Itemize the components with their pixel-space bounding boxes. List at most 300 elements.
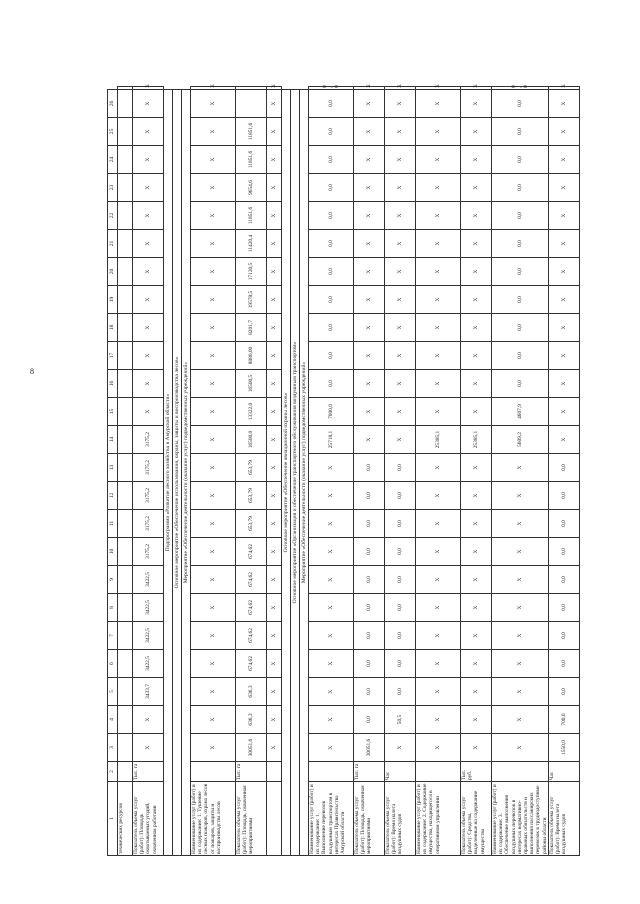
table-cell: X — [416, 398, 461, 426]
table-cell: 0,0 — [309, 370, 354, 398]
table-cell: 0,0 — [309, 146, 354, 174]
table-cell: X — [548, 314, 579, 342]
section-title: Основное мероприятие «Организация и обеспечение транспортного обслуживания воздушным транспортом» — [291, 90, 300, 856]
table-cell — [118, 538, 133, 566]
table-cell: 0,0 — [548, 650, 579, 678]
table-cell — [118, 174, 133, 202]
table-cell: X — [385, 734, 416, 762]
table-cell: X — [461, 650, 492, 678]
table-cell: X — [133, 314, 164, 342]
table-cell: 3175,2 — [133, 426, 164, 454]
column-number: 18 — [108, 314, 118, 342]
table-cell: 0,0 — [354, 594, 385, 622]
table-cell: X — [461, 566, 492, 594]
table-cell: 0,0 — [492, 90, 549, 118]
table-cell: X — [548, 286, 579, 314]
table-cell: X — [548, 87, 579, 90]
table-cell: 636,3 — [236, 706, 267, 734]
section-row — [282, 87, 291, 856]
table-cell: 674,62 — [236, 566, 267, 594]
table-cell: X — [191, 202, 236, 230]
table-cell: X — [191, 454, 236, 482]
section-title: Подпрограмма «Развитие лесного хозяйства в Амурской области» — [164, 90, 173, 856]
table-cell: X — [461, 398, 492, 426]
row-name: Показатель объема услуг (работ): Средства, выделенные на содержание имущества — [461, 782, 492, 856]
table-cell: X — [191, 230, 236, 258]
table-cell: X — [461, 87, 492, 90]
table-cell: 0,0 — [548, 594, 579, 622]
table-cell: 3422,5 — [133, 622, 164, 650]
row-unit: Час — [385, 762, 416, 782]
row-name: технических ресурсов — [118, 782, 133, 856]
column-number: 25 — [108, 118, 118, 146]
table-cell: 0,0 — [385, 510, 416, 538]
table-cell: X — [191, 118, 236, 146]
table-cell: X — [385, 230, 416, 258]
column-number: 21 — [108, 230, 118, 258]
table-cell: X — [548, 370, 579, 398]
table-cell: 0,0 — [492, 174, 549, 202]
table-cell: X — [416, 87, 461, 90]
table-cell: X — [267, 650, 282, 678]
row-name: Показатель объема услуг (работ): Площадь, охваченная мероприятиями — [354, 782, 385, 856]
table-cell: X — [461, 286, 492, 314]
column-number: 22 — [108, 202, 118, 230]
table-cell: 0,0 — [354, 566, 385, 594]
column-number: 3 — [108, 734, 118, 762]
table-cell: 653,79 — [236, 454, 267, 482]
table-cell: X — [309, 622, 354, 650]
table-cell: 0,0 — [548, 678, 579, 706]
table-cell — [118, 706, 133, 734]
table-cell: X — [267, 706, 282, 734]
table-cell: X — [416, 90, 461, 118]
table-cell: X — [133, 118, 164, 146]
table-cell: X — [133, 258, 164, 286]
column-number: 11 — [108, 510, 118, 538]
table-cell: 3422,5 — [133, 594, 164, 622]
table-cell: 0,0 — [354, 650, 385, 678]
table-cell: 0,0 — [385, 622, 416, 650]
table-cell: X — [492, 594, 549, 622]
table-cell: X — [461, 734, 492, 762]
table-cell: X — [461, 706, 492, 734]
table-cell: X — [309, 650, 354, 678]
table-cell: X — [354, 146, 385, 174]
table-cell: 25385,1 — [416, 426, 461, 454]
table-cell: X — [267, 482, 282, 510]
column-number: 24 — [108, 146, 118, 174]
column-number: 20 — [108, 258, 118, 286]
table-cell: 0,0 — [492, 370, 549, 398]
table-cell: 11851,6 — [236, 202, 267, 230]
table-cell: X — [267, 90, 282, 118]
table-cell: X — [385, 370, 416, 398]
column-number: 2 — [108, 762, 118, 782]
table-cell: X — [492, 650, 549, 678]
table-cell: X — [191, 538, 236, 566]
table-cell: 30051,6 — [354, 734, 385, 762]
table-cell: X — [461, 678, 492, 706]
table-cell: 0,0 — [354, 678, 385, 706]
table-cell: X — [385, 286, 416, 314]
table-cell: X — [191, 482, 236, 510]
table-cell: 5609,2 — [492, 426, 549, 454]
table-cell — [118, 286, 133, 314]
table-cell: X — [309, 706, 354, 734]
table-cell: 11851,6 — [236, 118, 267, 146]
row-name: Показатель объема услуг (работ): Время налета воздушных судов — [548, 782, 579, 856]
table-cell: 0,0 — [309, 286, 354, 314]
table-cell: X — [461, 202, 492, 230]
table-cell: X — [191, 622, 236, 650]
table-cell: X — [267, 118, 282, 146]
table-cell: X — [133, 202, 164, 230]
table-cell: X — [492, 482, 549, 510]
table-cell: X — [548, 230, 579, 258]
table-cell: X — [191, 286, 236, 314]
table-cell: X — [416, 202, 461, 230]
table-cell — [118, 230, 133, 258]
row-unit — [309, 762, 354, 782]
table-cell: X — [461, 454, 492, 482]
table-cell: X — [548, 90, 579, 118]
section-row — [300, 87, 309, 856]
section-row — [291, 87, 300, 856]
table-cell — [118, 426, 133, 454]
table-cell — [118, 118, 133, 146]
table-cell: X — [191, 510, 236, 538]
table-cell: X — [133, 370, 164, 398]
table-cell: 0,0 — [548, 622, 579, 650]
table-cell: 19578,5 — [236, 286, 267, 314]
column-number: 8 — [108, 594, 118, 622]
table-cell: 0,0 — [548, 454, 579, 482]
section-title: Мероприятие «Обеспечение деятельности (оказание услуг) подведомственных учреждений» — [182, 90, 191, 856]
table-cell: X — [133, 174, 164, 202]
table-row — [191, 87, 236, 856]
table-cell — [118, 87, 133, 90]
table-cell: 0,0 — [548, 510, 579, 538]
table-cell: X — [267, 342, 282, 370]
table-cell: X — [354, 258, 385, 286]
table-cell: 0,0 — [309, 342, 354, 370]
table-cell: 674,62 — [236, 538, 267, 566]
row-unit — [267, 762, 282, 782]
table-cell — [118, 678, 133, 706]
table-cell: X — [416, 146, 461, 174]
table-cell: X — [354, 342, 385, 370]
table-cell: X — [385, 87, 416, 90]
table-cell: 0,0 — [492, 146, 549, 174]
row-unit: Час — [548, 762, 579, 782]
table-cell: X — [416, 314, 461, 342]
row-unit: Тыс. руб. — [461, 762, 492, 782]
table-cell: X — [267, 678, 282, 706]
table-row — [267, 87, 282, 856]
table-cell: X — [416, 342, 461, 370]
table-cell: X — [267, 174, 282, 202]
table-cell: X — [416, 174, 461, 202]
row-unit — [118, 762, 133, 782]
row-name: Наименование услуг (работ) и их содержание: 1. Выполнение перевозок воздушным транспортом в интересах Правительства Амурской области — [309, 782, 354, 856]
table-cell: X — [461, 90, 492, 118]
table-cell: X — [191, 314, 236, 342]
table-cell: X — [191, 174, 236, 202]
table-cell: X — [461, 146, 492, 174]
table-cell: X — [461, 482, 492, 510]
table-cell: X — [267, 454, 282, 482]
column-number: 4 — [108, 706, 118, 734]
table-cell: 0,0 — [385, 538, 416, 566]
program-indicators-table — [107, 86, 580, 856]
table-cell: X — [354, 90, 385, 118]
table-cell — [118, 342, 133, 370]
table-cell: X — [416, 566, 461, 594]
table-cell: 4607,9 — [492, 398, 549, 426]
row-unit — [492, 762, 549, 782]
table-cell: 50,5 — [385, 706, 416, 734]
table-cell: X — [492, 622, 549, 650]
table-cell: X — [492, 454, 549, 482]
table-cell: 3175,2 — [133, 454, 164, 482]
table-cell — [118, 314, 133, 342]
table-cell: X — [191, 594, 236, 622]
table-cell: X — [191, 426, 236, 454]
table-cell: 0,0 — [492, 342, 549, 370]
table-row — [133, 87, 164, 856]
table-cell: 0,0 — [492, 202, 549, 230]
column-number: 14 — [108, 426, 118, 454]
table-row — [236, 87, 267, 856]
table-cell: X — [385, 146, 416, 174]
column-number: 6 — [108, 650, 118, 678]
table-cell: X — [267, 87, 282, 90]
row-name: Наименование услуг (работ) и их содержание: 1. Тушение лесных пожаров, охрана лесов от пожаров, защиты и воспроизводства лесов — [191, 782, 236, 856]
table-cell: X — [267, 370, 282, 398]
table-cell: X — [492, 510, 549, 538]
table-cell: 3175,2 — [133, 538, 164, 566]
table-cell: X — [354, 426, 385, 454]
table-cell: 7000,0 — [309, 398, 354, 426]
table-cell: X — [416, 706, 461, 734]
table-cell: X — [385, 398, 416, 426]
table-cell — [236, 90, 267, 118]
table-cell: 0,0 — [492, 118, 549, 146]
table-cell: X — [385, 314, 416, 342]
table-cell: X — [354, 202, 385, 230]
table-cell: X — [309, 538, 354, 566]
table-cell: X — [309, 510, 354, 538]
table-cell: X — [133, 706, 164, 734]
table-cell: 17120,5 — [236, 258, 267, 286]
table-cell: 0,0 — [385, 482, 416, 510]
row-name: Наименование услуг (работ) и их содержание: 2. Содержание имущества, находящегося в оперативном управлении — [416, 782, 461, 856]
table-cell: X — [461, 118, 492, 146]
table-cell: X — [191, 146, 236, 174]
table-cell: X — [548, 146, 579, 174]
table-cell: X — [354, 314, 385, 342]
table-cell: X — [416, 650, 461, 678]
table-cell: 9654,6 — [236, 174, 267, 202]
table-cell: X — [133, 90, 164, 118]
table-cell: 0,0 — [354, 482, 385, 510]
table-cell: 0,0 — [309, 258, 354, 286]
table-cell: X — [133, 734, 164, 762]
table-cell: X — [416, 734, 461, 762]
column-number: 5 — [108, 678, 118, 706]
column-number: 16 — [108, 370, 118, 398]
table-cell: X — [354, 118, 385, 146]
table-cell — [118, 594, 133, 622]
table-cell: 0,0 — [309, 87, 354, 90]
table-cell: X — [191, 566, 236, 594]
table-cell: X — [267, 398, 282, 426]
table-cell: X — [267, 146, 282, 174]
table-cell: 700,0 — [548, 706, 579, 734]
table-row — [385, 87, 416, 856]
row-name: Показатель объема услуг (работ): Время налета воздушных судов — [385, 782, 416, 856]
table-cell: X — [416, 510, 461, 538]
table-cell — [118, 370, 133, 398]
table-cell: X — [354, 87, 385, 90]
table-cell: X — [191, 398, 236, 426]
table-cell: X — [133, 342, 164, 370]
header-row — [108, 87, 118, 856]
table-cell: 0,0 — [309, 202, 354, 230]
table-cell: X — [492, 538, 549, 566]
table-cell: X — [461, 510, 492, 538]
table-cell: 8880,00 — [236, 342, 267, 370]
table-cell: X — [416, 538, 461, 566]
table-cell: X — [354, 230, 385, 258]
table-cell: X — [385, 342, 416, 370]
table-cell: X — [385, 90, 416, 118]
table-cell: 0,0 — [309, 314, 354, 342]
table-cell: X — [385, 174, 416, 202]
table-cell: 0,0 — [492, 87, 549, 90]
table-cell: X — [548, 202, 579, 230]
table-cell: X — [416, 622, 461, 650]
table-cell: 0,0 — [354, 510, 385, 538]
table-cell — [236, 87, 267, 90]
table-cell: X — [309, 454, 354, 482]
section-title: Основное мероприятие «Обеспечение использования, охраны, защиты и воспроизводства лесов» — [173, 90, 182, 856]
table-cell: X — [267, 258, 282, 286]
table-cell: X — [191, 370, 236, 398]
table-cell: X — [267, 202, 282, 230]
table-cell: X — [492, 734, 549, 762]
table-cell: X — [133, 398, 164, 426]
table-cell: X — [461, 594, 492, 622]
table-cell — [118, 146, 133, 174]
table-cell: 0,0 — [492, 286, 549, 314]
table-cell: 11420,4 — [236, 230, 267, 258]
table-cell: X — [416, 118, 461, 146]
table-cell: X — [492, 678, 549, 706]
table-cell: 0,0 — [548, 538, 579, 566]
row-name: Показатель объема услуг (работ): Площадь, охваченная мероприятиями — [236, 782, 267, 856]
table-cell: X — [267, 314, 282, 342]
table-cell: 3422,5 — [133, 650, 164, 678]
column-number: 1 — [108, 782, 118, 856]
table-cell: 16500,5 — [236, 370, 267, 398]
table-cell: X — [548, 174, 579, 202]
table-cell: X — [191, 650, 236, 678]
row-name: Показатель объема услуг (работ): Площадь охватываемых угодий, охваченная работами — [133, 782, 164, 856]
section-row — [182, 87, 191, 856]
table-cell — [118, 202, 133, 230]
column-number: 15 — [108, 398, 118, 426]
table-cell: 0,0 — [354, 454, 385, 482]
table-cell: X — [354, 174, 385, 202]
table-cell — [118, 90, 133, 118]
table-row — [492, 87, 549, 856]
table-cell: 1550,0 — [548, 734, 579, 762]
table-cell: X — [548, 258, 579, 286]
table-cell: 0,0 — [354, 706, 385, 734]
table-cell: X — [416, 286, 461, 314]
table-cell: X — [548, 342, 579, 370]
column-number: 12 — [108, 482, 118, 510]
table-cell: X — [133, 146, 164, 174]
table-cell — [118, 398, 133, 426]
table-cell — [118, 510, 133, 538]
table-cell: X — [267, 538, 282, 566]
row-unit — [191, 762, 236, 782]
table-row — [461, 87, 492, 856]
table-cell: X — [385, 426, 416, 454]
table-cell: 674,62 — [236, 622, 267, 650]
table-row — [354, 87, 385, 856]
table-cell: 636,3 — [236, 678, 267, 706]
table-cell: 0,0 — [354, 538, 385, 566]
table-cell: X — [416, 230, 461, 258]
section-title: Основное мероприятие «Обеспечение авиационной охраны лесов» — [282, 90, 291, 856]
table-cell: X — [416, 454, 461, 482]
table-cell: 653,79 — [236, 482, 267, 510]
table-cell: X — [354, 370, 385, 398]
table-row — [548, 87, 579, 856]
table-cell: X — [354, 398, 385, 426]
table-cell: 0,0 — [385, 566, 416, 594]
table-cell: 3422,5 — [133, 566, 164, 594]
table-cell: X — [133, 230, 164, 258]
table-cell: 674,62 — [236, 650, 267, 678]
table-cell: 0,0 — [548, 482, 579, 510]
table-cell: 0,0 — [309, 174, 354, 202]
table-cell: X — [461, 314, 492, 342]
row-name — [267, 782, 282, 856]
table-cell — [118, 482, 133, 510]
table-cell: X — [191, 678, 236, 706]
table-cell: 0,0 — [548, 566, 579, 594]
table-cell: X — [385, 202, 416, 230]
table-cell: X — [461, 622, 492, 650]
table-cell: X — [416, 594, 461, 622]
table-cell: X — [309, 678, 354, 706]
column-number: 17 — [108, 342, 118, 370]
page-number: 8 — [30, 367, 34, 376]
table-cell: 16500,0 — [236, 426, 267, 454]
table-cell: X — [548, 426, 579, 454]
table-cell — [118, 258, 133, 286]
table-cell: X — [461, 342, 492, 370]
table-cell: X — [309, 482, 354, 510]
table-cell: X — [548, 118, 579, 146]
table-cell: X — [461, 230, 492, 258]
table-cell: X — [191, 734, 236, 762]
